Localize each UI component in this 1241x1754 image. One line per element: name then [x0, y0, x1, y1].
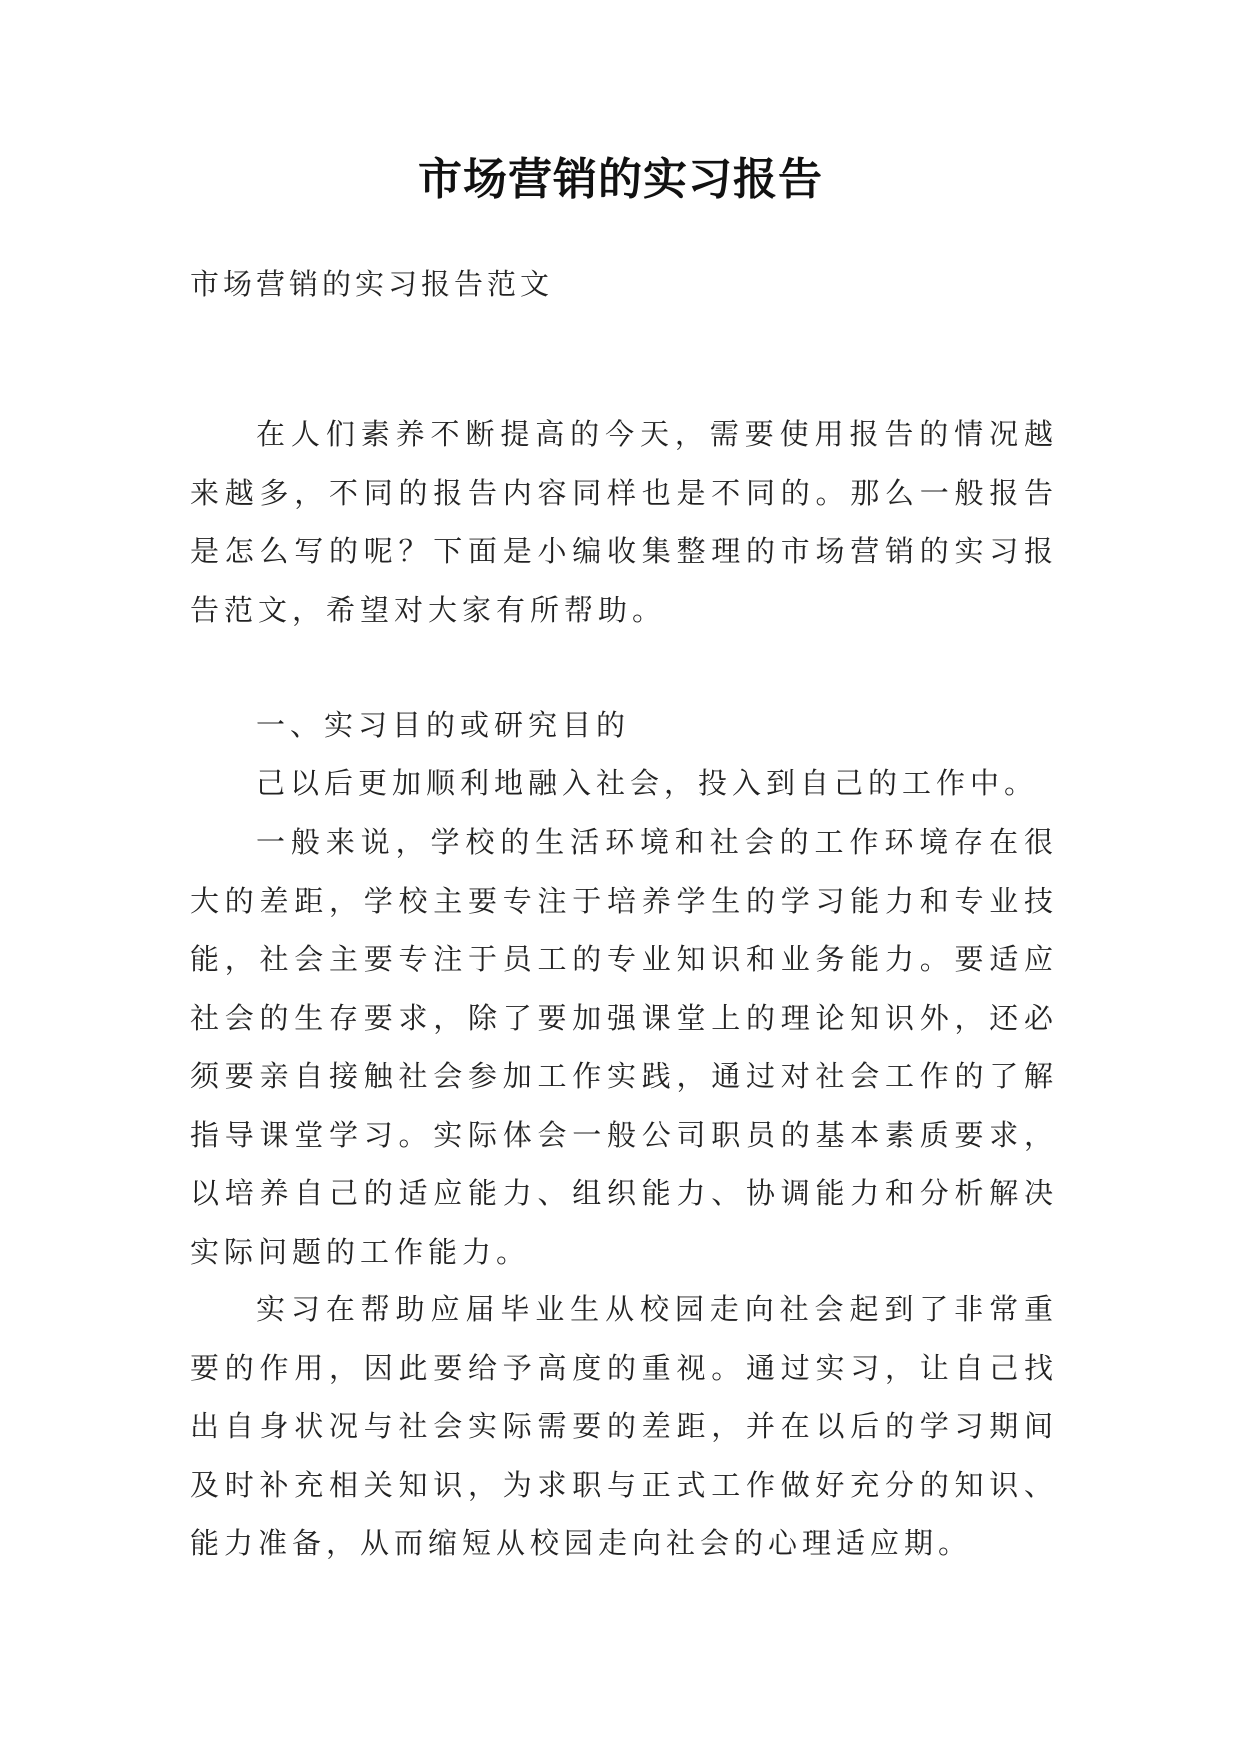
body-paragraph: 一般来说，学校的生活环境和社会的工作环境存在很大的差距，学校主要专注于培养学生的学习能力和专业技能，社会主要专注于员工的专业知识和业务能力。要适应社会的生存要求，除了要加强课堂上的理论知识外，还必须要亲自接触社会参加工作实践，通过对社会工作的了解指导课堂学习。实际体会一般公司职员的基本素质要求，以培养自己的适应能力、组织能力、协调能力和分析解决实际问题的工作能力。 — [190, 825, 1058, 1269]
body-paragraph: 己以后更加顺利地融入社会，投入到自己的工作中。 — [256, 766, 1039, 800]
intro-paragraph: 在人们素养不断提高的今天，需要使用报告的情况越来越多，不同的报告内容同样也是不同的。那么一般报告是怎么写的呢？下面是小编收集整理的市场营销的实习报告范文，希望对大家有所帮助。 — [190, 417, 1058, 627]
section-heading: 一、实习目的或研究目的 — [256, 708, 631, 742]
document-subtitle: 市场营销的实习报告范文 — [190, 267, 554, 301]
body-paragraph: 实习在帮助应届毕业生从校园走向社会起到了非常重要的作用，因此要给予高度的重视。通过实习，让自己找出自身状况与社会实际需要的差距，并在以后的学习期间及时补充相关知识，为求职与正式工作做好充分的知识、能力准备，从而缩短从校园走向社会的心理适应期。 — [190, 1292, 1058, 1560]
page-title: 市场营销的实习报告 — [418, 154, 823, 205]
